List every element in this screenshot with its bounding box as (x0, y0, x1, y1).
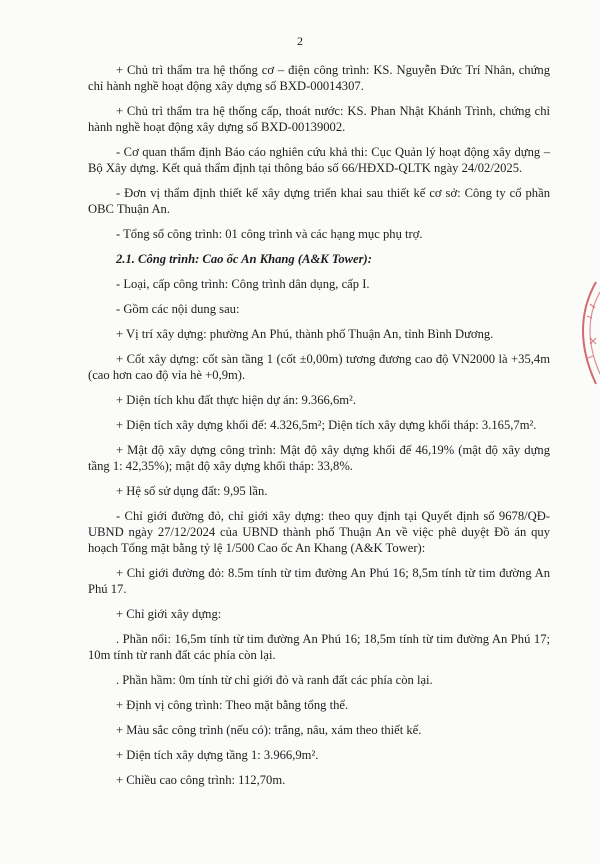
item-colors: + Màu sắc công trình (nếu có): trắng, nâu, xám theo thiết kế. (116, 723, 422, 737)
item-building-density: + Mật độ xây dựng công trình: Mật độ xây dựng khối đế 46,19% (mật độ xây dựng tầng 1: 42,35%); mật độ xây dựng khối tháp: 33,8%. (88, 443, 550, 473)
red-stamp-fragment (566, 278, 600, 388)
paragraph-feasibility-appraisal: - Cơ quan thẩm định Báo cáo nghiên cứu khả thi: Cục Quản lý hoạt động xây dựng – Bộ Xây dựng. Kết quả thẩm định tại thông báo số 66/HĐXD-QLTK ngày 24/02/2025. (88, 145, 550, 175)
item-building-area: + Diện tích xây dựng khối đế: 4.326,5m²; Diện tích xây dựng khối tháp: 3.165,7m². (116, 418, 537, 432)
item-type-grade: - Loại, cấp công trình: Công trình dân dụng, cấp I. (116, 277, 370, 291)
paragraph-water-review: + Chủ trì thẩm tra hệ thống cấp, thoát nước: KS. Phan Nhật Khánh Trình, chứng chỉ hành nghề hoạt động xây dựng số BXD-00139002. (88, 104, 550, 134)
item-positioning: + Định vị công trình: Theo mặt bằng tổng thể. (116, 698, 349, 712)
item-location: + Vị trí xây dựng: phường An Phú, thành phố Thuận An, tỉnh Bình Dương. (116, 327, 494, 341)
page-number: 2 (297, 34, 303, 48)
item-above-ground: . Phần nổi: 16,5m tính từ tim đường An Phú 16; 18,5m tính từ tim đường An Phú 17; 10m tính từ ranh đất các phía còn lại. (88, 632, 550, 662)
paragraph-design-appraisal-unit: - Đơn vị thẩm định thiết kế xây dựng triển khai sau thiết kế cơ sở: Công ty cổ phần OBC Thuận An. (88, 186, 550, 216)
item-contents: - Gồm các nội dung sau: (116, 302, 240, 316)
item-construction-line: + Chỉ giới xây dựng: (116, 607, 222, 621)
item-ground-floor-area: + Diện tích xây dựng tầng 1: 3.966,9m². (116, 748, 319, 762)
document-body (88, 62, 550, 797)
item-height: + Chiều cao công trình: 112,70m. (116, 773, 286, 787)
item-basement: . Phần hầm: 0m tính từ chỉ giới đỏ và ranh đất các phía còn lại. (116, 673, 433, 687)
item-elevation: + Cốt xây dựng: cốt sàn tầng 1 (cốt ±0,00m) tương đương cao độ VN2000 là +35,4m (cao hơn cao độ vỉa hè +0,9m). (88, 352, 550, 382)
paragraph-total-works: - Tổng số công trình: 01 công trình và các hạng mục phụ trợ. (116, 227, 423, 241)
item-land-area: + Diện tích khu đất thực hiện dự án: 9.366,6m². (116, 393, 356, 407)
paragraph-mep-review: + Chủ trì thẩm tra hệ thống cơ – điện công trình: KS. Nguyễn Đức Trí Nhân, chứng chỉ hành nghề hoạt động xây dựng số BXD-00014307. (88, 63, 550, 93)
item-land-use-ratio: + Hệ số sử dụng đất: 9,95 lần. (116, 484, 268, 498)
section-heading: 2.1. Công trình: Cao ốc An Khang (A&K Tower): (116, 252, 372, 266)
item-red-line: + Chỉ giới đường đỏ: 8.5m tính từ tim đường An Phú 16; 8,5m tính từ tim đường An Phú 17. (88, 566, 550, 596)
item-boundary-lines: - Chỉ giới đường đỏ, chỉ giới xây dựng: theo quy định tại Quyết định số 9678/QĐ-UBND ngày 27/12/2024 của UBND thành phố Thuận An về việc phê duyệt Đồ án quy hoạch Tổng mặt bằng tỷ lệ 1/500 Cao ốc An Khang (A&K Tower): (88, 509, 550, 555)
